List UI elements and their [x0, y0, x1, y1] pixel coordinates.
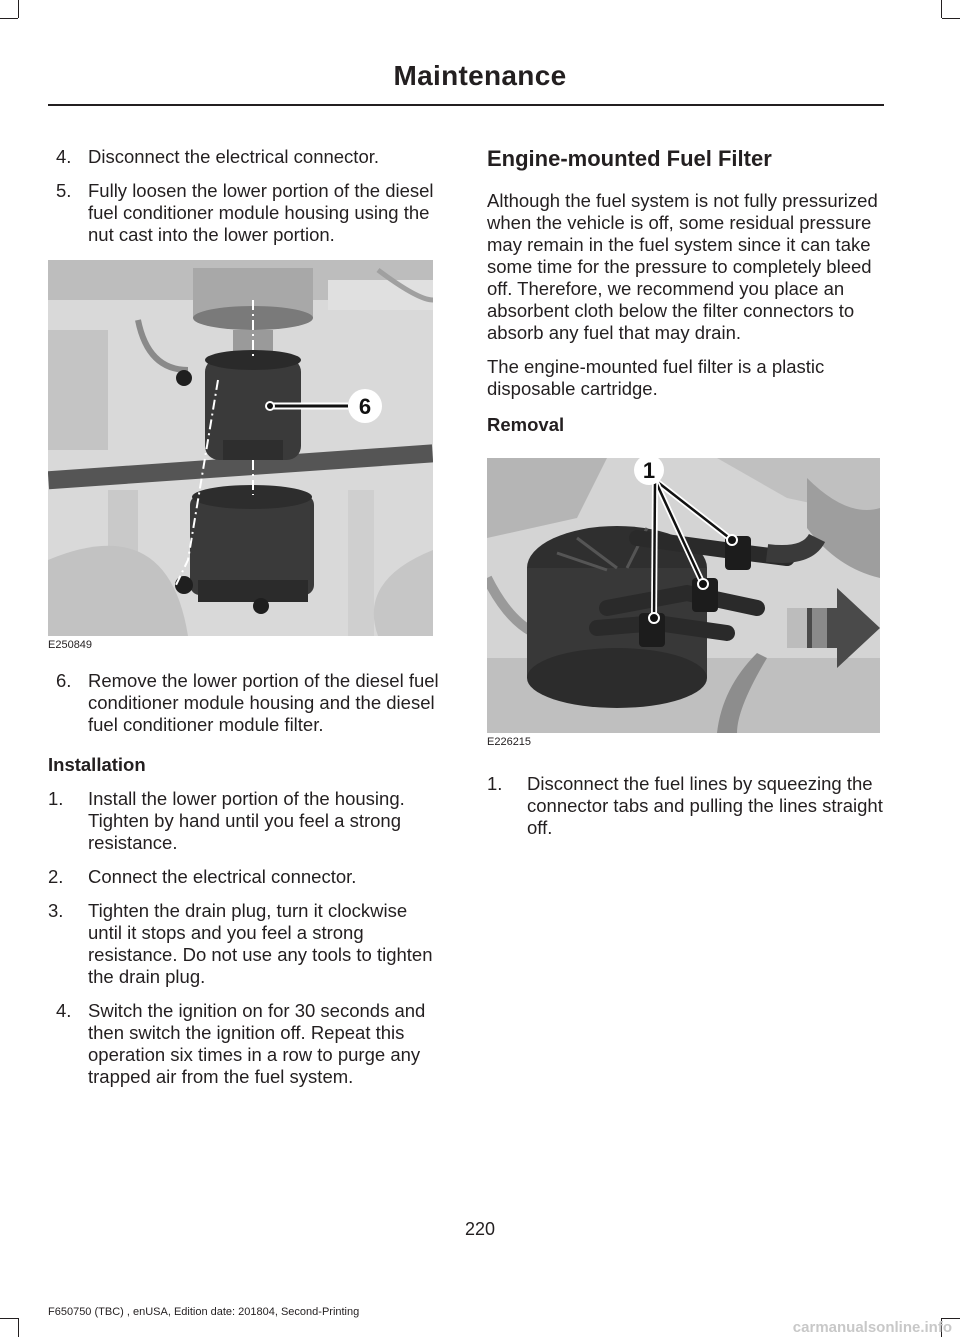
step-item [48, 788, 444, 854]
step-item [48, 1000, 444, 1088]
step-text: Disconnect the fuel lines by squeezing the connector tabs and pulling the lines straight off. [527, 773, 883, 838]
step-number: 4. [56, 146, 72, 167]
step-text: Tighten the drain plug, turn it clockwise until it stops and you feel a strong resistance. Do not use any tools to tighten the drain plug. [88, 900, 433, 987]
step-text: Install the lower portion of the housing. Tighten by hand until you feel a strong resistance. [88, 788, 405, 853]
figure-fuel-filter [487, 458, 883, 749]
step-text: Connect the electrical connector. [88, 866, 357, 887]
step-number: 1. [487, 773, 503, 794]
step-item [48, 900, 444, 988]
removal-heading: Removal [487, 414, 565, 435]
fuel-conditioner-illustration [48, 260, 433, 636]
crop-mark [18, 0, 19, 18]
watermark: carmanualsonline.info [792, 1319, 952, 1336]
footer-edition: F650750 (TBC) , enUSA, Edition date: 201804, Second-Printing [48, 1306, 360, 1318]
step-number: 2. [48, 866, 64, 887]
crop-mark [941, 0, 942, 18]
body-paragraph: The engine-mounted fuel filter is a plastic disposable cartridge. [487, 356, 825, 399]
right-column [487, 146, 883, 851]
step-number: 1. [48, 788, 64, 809]
figure-code: E250849 [48, 639, 93, 651]
step-item [48, 866, 444, 888]
installation-heading: Installation [48, 754, 146, 775]
page-number: 220 [464, 1219, 496, 1239]
step-item [487, 773, 883, 839]
header-rule [48, 104, 884, 106]
step-number: 3. [48, 900, 64, 921]
crop-mark [0, 1318, 18, 1319]
step-number: 4. [56, 1000, 72, 1021]
step-item [48, 180, 444, 246]
callout-label: 6 [358, 394, 372, 419]
step-text: Remove the lower portion of the diesel fuel conditioner module housing and the diesel fuel conditioner module filter. [88, 670, 439, 735]
step-text: Disconnect the electrical connector. [88, 146, 380, 167]
crop-mark [18, 1318, 19, 1337]
left-column [48, 146, 444, 1100]
step-number: 5. [56, 180, 72, 201]
fuel-filter-illustration [487, 458, 880, 733]
step-item [48, 146, 444, 168]
step-item [48, 670, 444, 736]
crop-mark [0, 18, 18, 19]
figure-code: E226215 [487, 736, 532, 748]
step-number: 6. [56, 670, 72, 691]
page-title: Maintenance [393, 60, 567, 91]
body-paragraph: Although the fuel system is not fully pressurized when the vehicle is off, some residual pressure may remain in the fuel system since it can take some time for the pressure to completely bleed off. Therefore, we recommend you place an absorbent cloth below the filter connectors to absorb any fuel that may drain. [487, 190, 878, 343]
step-text: Switch the ignition on for 30 seconds and then switch the ignition off. Repeat this operation six times in a row to purge any trapped air from the fuel system. [88, 1000, 426, 1087]
section-heading: Engine-mounted Fuel Filter [487, 146, 772, 171]
crop-mark [942, 18, 960, 19]
figure-fuel-conditioner [48, 260, 444, 652]
step-text: Fully loosen the lower portion of the diesel fuel conditioner module housing using the nut cast into the lower portion. [88, 180, 434, 245]
callout-label: 1 [642, 458, 656, 483]
